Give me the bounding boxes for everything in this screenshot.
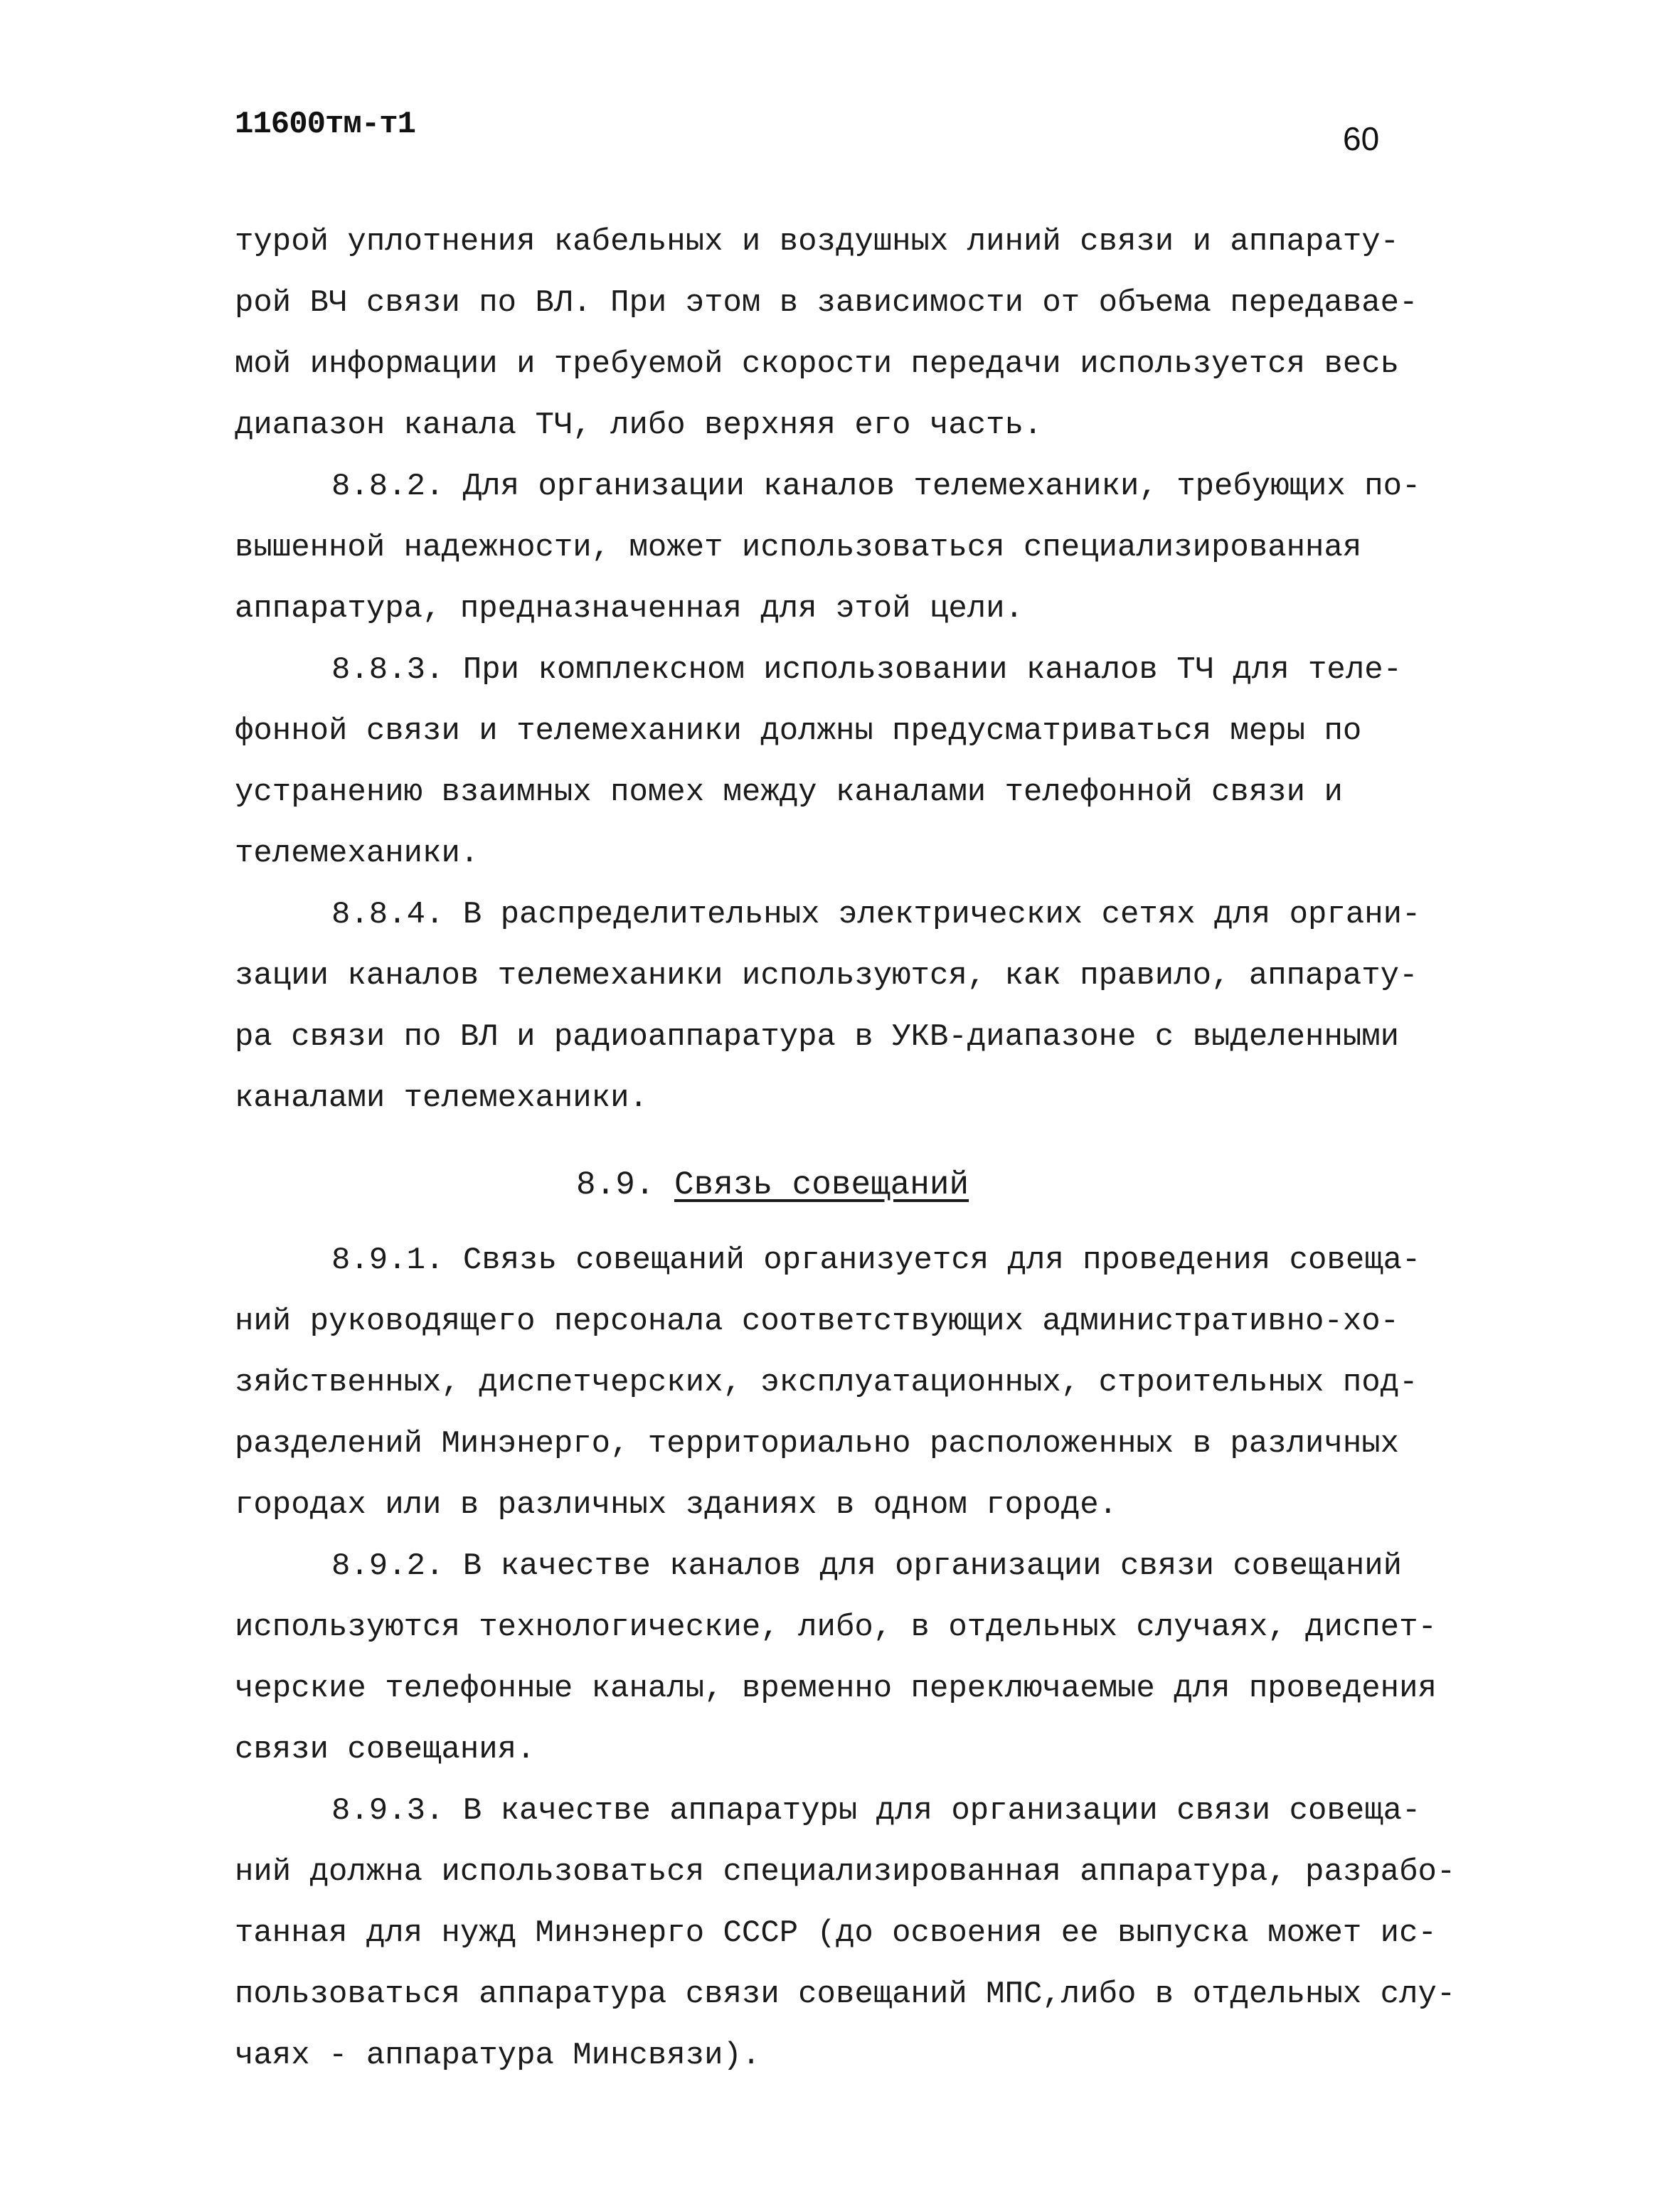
text-line: зации каналов телемеханики используются, как правило, аппарату- bbox=[235, 958, 1418, 994]
text-line: пользоваться аппаратура связи совещаний МПС,либо в отдельных слу- bbox=[235, 1977, 1456, 2012]
section-title: Связь совещаний bbox=[674, 1166, 969, 1203]
section-number: 8.9. bbox=[576, 1166, 655, 1203]
text-line: устранению взаимных помех между каналами телефонной связи и bbox=[235, 775, 1343, 810]
text-line: аппаратура, предназначенная для этой цели. bbox=[235, 591, 1024, 627]
text-line: диапазон канала ТЧ, либо верхняя его часть. bbox=[235, 408, 1043, 443]
text-line: зяйственных, диспетчерских, эксплуатационных, строительных под- bbox=[235, 1365, 1418, 1400]
page-number: 60 bbox=[1343, 120, 1380, 157]
text-line: чаях - аппаратура Минсвязи). bbox=[235, 2038, 761, 2073]
text-line: рой ВЧ связи по ВЛ. При этом в зависимости от объема передавае- bbox=[235, 285, 1418, 321]
text-line: черские телефонные каналы, временно переключаемые для проведения bbox=[235, 1671, 1437, 1706]
text-line: танная для нужд Минэнерго СССР (до освоения ее выпуска может ис- bbox=[235, 1915, 1437, 1951]
text-line: ра связи по ВЛ и радиоаппаратура в УКВ-диапазоне с выделенными bbox=[235, 1019, 1400, 1055]
text-line: вышенной надежности, может использоваться специализированная bbox=[235, 530, 1362, 565]
text-line: турой уплотнения кабельных и воздушных линий связи и аппарату- bbox=[235, 224, 1400, 260]
paragraph-first-line: 8.8.4. В распределительных электрических сетях для органи- bbox=[331, 897, 1421, 932]
text-line: телемеханики. bbox=[235, 836, 479, 871]
paragraph-first-line: 8.9.3. В качестве аппаратуры для организации связи совеща- bbox=[331, 1793, 1421, 1829]
text-line: фонной связи и телемеханики должны предусматриваться меры по bbox=[235, 713, 1362, 749]
section-heading bbox=[576, 1166, 969, 1203]
paragraph-first-line: 8.8.2. Для организации каналов телемеханики, требующих по- bbox=[331, 469, 1421, 504]
text-line: связи совещания. bbox=[235, 1732, 536, 1767]
text-line: мой информации и требуемой скорости передачи используется весь bbox=[235, 346, 1400, 382]
document-code: 11600тм-т1 bbox=[235, 107, 416, 142]
text-line: ний должна использоваться специализированная аппаратура, разрабо- bbox=[235, 1854, 1456, 1890]
text-line: ний руководящего персонала соответствующих административно-хо- bbox=[235, 1304, 1400, 1339]
paragraph-first-line: 8.8.3. При комплексном использовании каналов ТЧ для теле- bbox=[331, 652, 1403, 688]
paragraph-first-line: 8.9.1. Связь совещаний организуется для проведения совеща- bbox=[331, 1243, 1421, 1278]
paragraph-first-line: 8.9.2. В качестве каналов для организации связи совещаний bbox=[331, 1548, 1403, 1584]
text-line: используются технологические, либо, в отдельных случаях, диспет- bbox=[235, 1610, 1437, 1645]
text-line: городах или в различных зданиях в одном городе. bbox=[235, 1487, 1118, 1523]
text-line: разделений Минэнерго, территориально расположенных в различных bbox=[235, 1426, 1400, 1462]
text-line: каналами телемеханики. bbox=[235, 1080, 648, 1116]
